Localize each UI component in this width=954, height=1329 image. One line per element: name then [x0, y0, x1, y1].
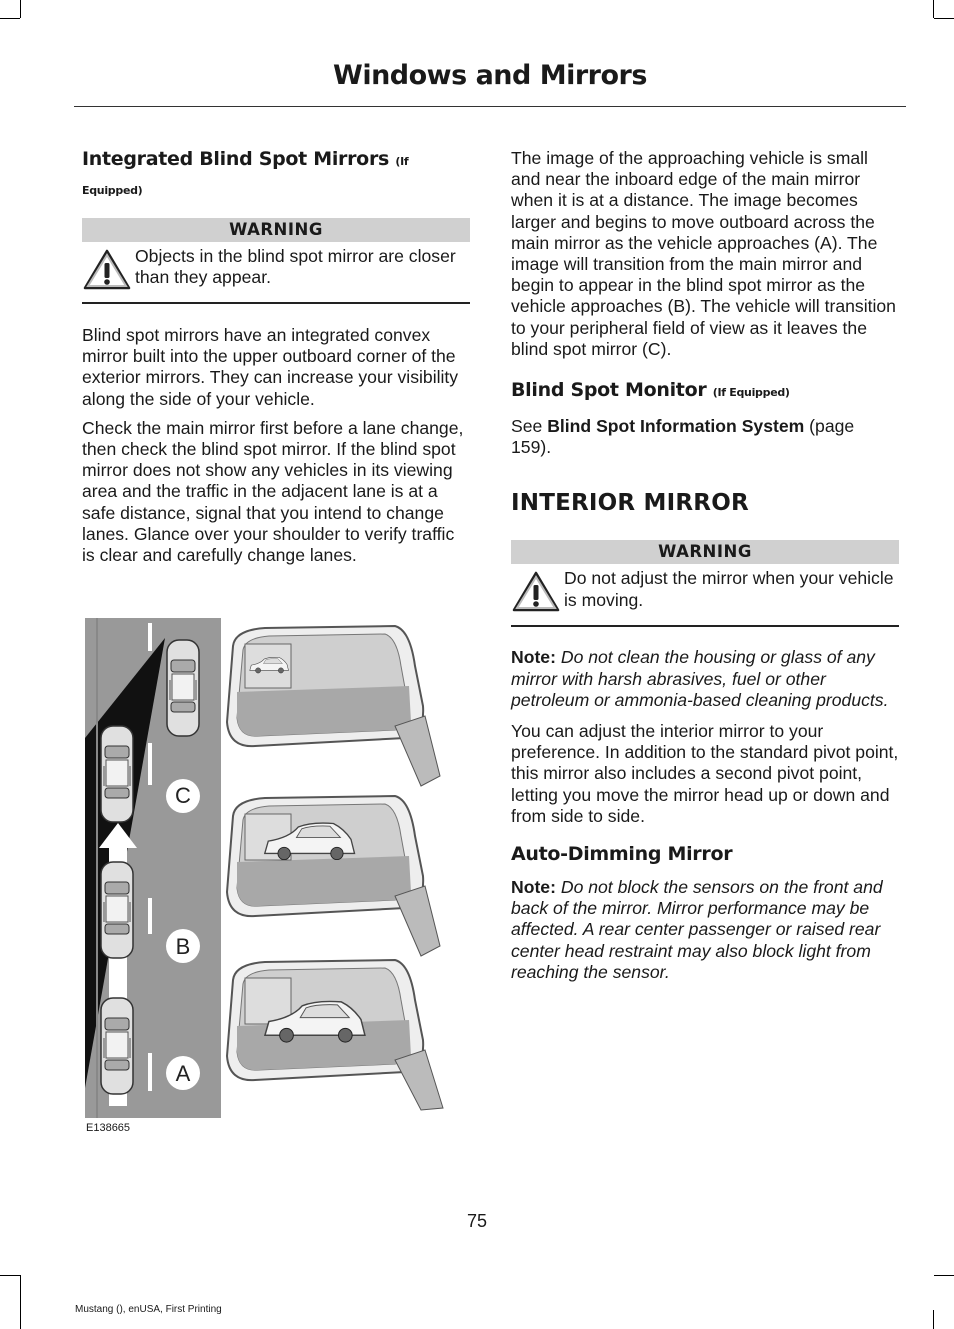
- blind-spot-illustration: [85, 618, 450, 1118]
- warning-text: Do not adjust the mirror when your vehicle is moving.: [564, 568, 894, 610]
- paragraph: The image of the approaching vehicle is small and near the inboard edge of the main mirror when it is at a distance. The image becomes larger and begins to move outboard across the main mirror as the vehicle approaches (A). The image will transition from the main mirror and begin to appear in the blind spot mirror as the vehicle approaches (B). The vehicle will transition to your peripheral field of view as it leaves the blind spot mirror (C).: [511, 148, 896, 359]
- page-number: 75: [466, 1211, 488, 1231]
- section-heading-blind-spot-monitor: Blind Spot Monitor (If Equipped): [511, 379, 790, 402]
- crop-mark: [20, 0, 21, 18]
- figure-label-c: C: [175, 783, 191, 808]
- title-divider: [74, 106, 906, 107]
- paragraph: Check the main mirror first before a lane change, then check the blind spot mirror. If the blind spot mirror does not show any vehicles in its viewing area and the traffic in the adjacent lane is at a safe distance, signal that you intend to change lanes. Glance over your shoulder to verify traffic is clear and carefully change lanes.: [82, 417, 464, 566]
- section-heading-blind-spot-mirrors: [82, 146, 470, 175]
- section-heading-interior-mirror: INTERIOR MIRROR: [511, 490, 749, 517]
- warning-triangle-icon: [82, 248, 132, 292]
- paragraph: Blind spot mirrors have an integrated convex mirror built into the upper outboard corner of the exterior mirrors. They can increase your visibility along the side of your vehicle.: [82, 325, 459, 409]
- section-qualifier-line: Equipped): [82, 184, 143, 197]
- note: Note: Do not clean the housing or glass of any mirror with harsh abrasives, fuel or other petroleum or ammonia-based cleaning products.: [511, 647, 889, 710]
- figure-label-b: B: [175, 934, 191, 959]
- crop-mark: [934, 1275, 954, 1276]
- section-title: Integrated Blind Spot Mirrors: [82, 148, 390, 170]
- warning-label: WARNING: [82, 218, 470, 242]
- paragraph: You can adjust the interior mirror to your preference. In addition to the standard pivot point, this mirror also includes a second pivot point, letting you move the mirror head up or down and from side to side.: [511, 721, 899, 826]
- warning-box: [82, 218, 470, 304]
- crop-mark: [20, 1275, 21, 1329]
- left-column: [82, 146, 470, 566]
- warning-triangle-icon: [511, 570, 561, 614]
- cross-reference-link[interactable]: Blind Spot Information System: [547, 416, 805, 437]
- crop-mark: [934, 18, 954, 19]
- warning-body: [82, 242, 470, 304]
- cross-reference: See Blind Spot Information System (page 159).: [511, 416, 855, 458]
- footer-text: Mustang (), enUSA, First Printing: [75, 1304, 222, 1315]
- warning-label: WARNING: [511, 540, 899, 564]
- crop-mark: [933, 1310, 934, 1329]
- warning-box: [511, 540, 899, 627]
- figure-label-a: A: [175, 1061, 191, 1086]
- note: Note: Do not block the sensors on the front and back of the mirror. Mirror performance may be affected. A rear center passenger or raised rear center head restraint may also block light from reaching the sensor.: [511, 877, 883, 982]
- section-qualifier: (If: [395, 155, 409, 168]
- right-column: [511, 148, 899, 983]
- crop-mark: [933, 0, 934, 18]
- crop-mark: [0, 1275, 20, 1276]
- warning-body: [511, 564, 899, 627]
- page-title: Windows and Mirrors: [333, 60, 647, 91]
- figure-caption: E138665: [86, 1122, 131, 1134]
- warning-text: Objects in the blind spot mirror are closer than they appear.: [135, 246, 456, 288]
- section-heading-auto-dimming: Auto-Dimming Mirror: [511, 843, 733, 866]
- crop-mark: [0, 18, 20, 19]
